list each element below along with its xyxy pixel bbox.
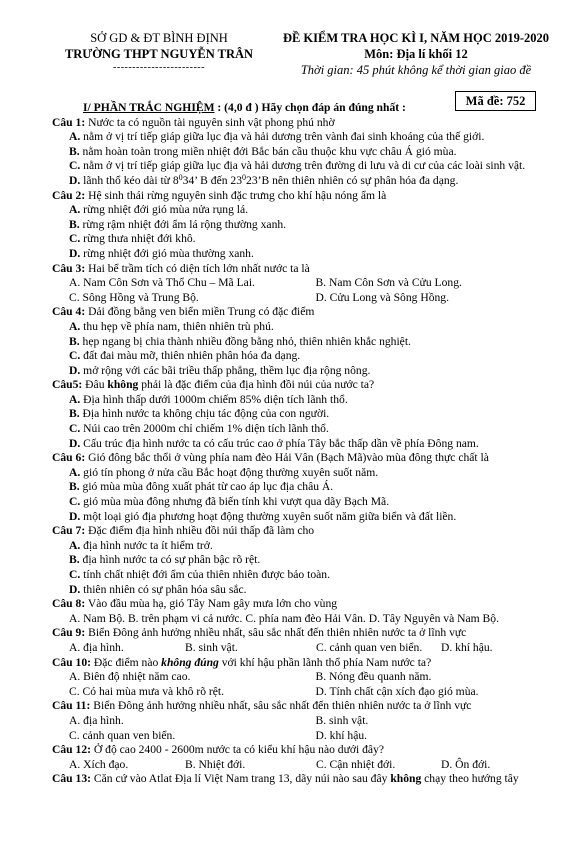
option-text: sinh vật. (326, 713, 369, 727)
question-1 (52, 116, 562, 189)
option-letter: B. (69, 334, 80, 348)
option-letter: C. (69, 684, 80, 698)
option-letter: A. (69, 757, 81, 771)
question-emphasis-italic: không đúng (161, 655, 219, 669)
option-letter: B. (315, 670, 327, 684)
question-text: với khí hậu phần lãnh thổ phía Nam nước ta? (218, 655, 432, 669)
option-text: Xích đạo. (80, 757, 129, 771)
question-stem (52, 262, 562, 277)
question-number: Câu 8: (52, 597, 86, 611)
answer-option (52, 393, 562, 408)
answer-option (52, 247, 562, 262)
answer-option (185, 758, 316, 773)
question-stem (52, 451, 562, 466)
answer-option (441, 758, 561, 773)
answer-option (69, 714, 316, 729)
option-text: Có hai mùa mưa và khô rõ rệt. (79, 684, 225, 698)
answer-row (52, 612, 562, 627)
option-letter: D. (315, 290, 327, 304)
option-letter: C. (69, 290, 80, 304)
exam-subject: Môn: Địa lí khối 12 (364, 47, 468, 61)
option-letter: A. (69, 611, 81, 625)
option-text: đất đai màu mỡ, thiên nhiên phân hóa đa dạng. (80, 349, 301, 363)
option-text: lãnh thổ kéo dài từ 8 (80, 173, 179, 187)
answer-row (52, 714, 562, 729)
option-text: rừng rậm nhiệt đới ẩm lá rộng thường xanh. (79, 217, 287, 231)
option-letter: C. (69, 728, 80, 742)
answer-option (185, 641, 316, 656)
option-text: gió mùa mùa đông nhưng đã biến tính khi vượt qua dãy Bạch Mã. (80, 495, 390, 509)
option-letter: A. (69, 392, 81, 406)
answer-row (52, 276, 562, 291)
option-letter: C. (69, 159, 81, 173)
option-text: Nóng đều quanh năm. (326, 670, 432, 684)
option-text: nằm ở vị trí tiếp giáp giữa lục địa và hải dương trên vành đai sinh khoáng của thế giới. (80, 130, 485, 144)
option-letter: C. (316, 757, 327, 771)
question-text: Gió đông bắc thổi ở vùng phía nam đèo Hải Vân (Bạch Mã)vào mùa đông thực chất là (85, 451, 489, 465)
option-text: Địa hình nước ta không chịu tác động của con người. (79, 407, 330, 421)
question-text: Ở độ cao 2400 - 2600m nước ta có kiểu khí hậu nào dưới đây? (90, 743, 385, 757)
option-text: Địa hình thấp dưới 1000m chiếm 85% diện tích lãnh thổ. (80, 392, 348, 406)
option-letter: B. (69, 217, 80, 231)
option-letter: A. (69, 713, 81, 727)
option-letter: C. (69, 568, 81, 581)
question-number: Câu 1: (52, 115, 86, 129)
option-text: rừng thưa nhiệt đới khô. (80, 232, 196, 246)
option-text: trên phạm vi cả nước. (138, 611, 246, 625)
option-letter: B. (315, 713, 327, 727)
header-left (44, 30, 274, 74)
option-letter: B. (69, 144, 80, 158)
option-text: Tây Nguyên và Nam Bộ. (380, 611, 499, 625)
option-text: gió tín phong ở nửa cầu Bắc hoạt động thường xuyên suốt năm. (80, 465, 379, 479)
answer-option (52, 495, 562, 510)
exam-title: ĐỀ KIỂM TRA HỌC KÌ I, NĂM HỌC 2019-2020 (282, 31, 550, 45)
option-letter: B. (69, 553, 80, 567)
question-emphasis: không (107, 378, 139, 392)
answer-row (52, 758, 562, 773)
answer-row (52, 685, 562, 700)
answer-option (52, 539, 562, 554)
question-2 (52, 189, 562, 262)
option-text: mở rộng với các bãi triều thấp phẳng, thềm lục địa rộng nông. (80, 363, 371, 377)
option-letter: B. (185, 757, 196, 771)
answer-option (441, 641, 561, 656)
option-letter: B. (315, 276, 327, 290)
answer-option (52, 335, 562, 350)
question-text: Đâu (82, 378, 108, 392)
degree-sup: 0 (242, 172, 247, 182)
option-letter: C. (69, 422, 81, 436)
option-letter: D. (441, 757, 453, 771)
option-letter: A. (69, 203, 81, 217)
option-text: nằm ở vị trí tiếp giáp giữa lục địa và hải dương trên đường di lưu và di cư của các loài sinh vật. (80, 159, 526, 173)
question-number: Câu 2: (52, 188, 86, 202)
exam-code-box: Mã đề: 752 (455, 91, 536, 111)
option-text: địa hình. (80, 713, 124, 727)
question-stem (52, 699, 562, 714)
option-text: một loại gió địa phương hoạt động thường xuyên suốt năm giữa biển và đất liền. (80, 509, 457, 523)
answer-option (69, 291, 316, 306)
question-stem (52, 597, 562, 612)
exam-content (52, 101, 562, 787)
question-3 (52, 262, 562, 306)
option-text: Ôn đới. (452, 757, 491, 771)
question-text: Biển Đông ảnh hưởng nhiều nhất, sâu sắc nhất đến thiên nhiên nước ta ở lĩnh vực (90, 699, 472, 713)
answer-option (69, 729, 316, 744)
question-stem (52, 305, 562, 320)
question-13 (52, 772, 562, 787)
option-text: thu hẹp về phía nam, thiên nhiên trù phú. (80, 319, 274, 333)
question-text: Dải đồng bằng ven biển miền Trung có đặc điểm (85, 305, 315, 319)
answer-option (52, 364, 562, 379)
option-text: hẹp ngang bị chia thành nhiều đồng bằng nhỏ, thiên nhiên khắc nghiệt. (79, 334, 411, 348)
answer-option (52, 232, 562, 247)
option-text: Nam Bộ. (80, 611, 128, 625)
option-letter: B. (69, 407, 80, 421)
question-text: Vào đầu mùa hạ, gió Tây Nam gây mưa lớn cho vùng (85, 597, 338, 611)
question-9 (52, 626, 562, 655)
question-stem (52, 656, 562, 671)
answer-option (52, 553, 562, 568)
option-text: địa hình nước ta ít hiểm trở. (80, 538, 213, 552)
option-text: Cửu Long và Sông Hồng. (326, 290, 450, 304)
option-letter: B. (69, 480, 80, 494)
option-text: thiên nhiên có sự phân hóa sâu sắc. (80, 582, 247, 596)
question-text: Hai bể trầm tích có diện tích lớn nhất nước ta là (85, 261, 310, 275)
option-text: sinh vật. (195, 640, 238, 654)
exam-time: Thời gian: 45 phút không kể thời gian giao đề (300, 63, 532, 77)
question-number: Câu 12: (52, 743, 91, 757)
option-letter: A. (69, 465, 81, 479)
answer-option (52, 130, 562, 145)
answer-option (69, 276, 316, 291)
option-letter: C. (316, 640, 327, 654)
answer-row (52, 641, 562, 656)
question-number: Câu5: (52, 378, 83, 392)
option-letter: D. (69, 436, 81, 450)
header-divider: ------------------------ (113, 62, 205, 73)
question-stem (52, 772, 562, 787)
option-letter: B. (185, 640, 196, 654)
answer-option (69, 670, 316, 685)
section-instructions: : (4,0 đ ) Hãy chọn đáp án đúng nhất : (214, 101, 406, 114)
answer-option (52, 203, 562, 218)
question-11 (52, 699, 562, 743)
option-text: cảnh quan ven biển. (326, 640, 423, 654)
option-text: địa hình. (80, 640, 124, 654)
option-letter: A. (69, 538, 81, 552)
answer-option (316, 729, 563, 744)
answer-option (128, 612, 245, 625)
answer-row (52, 291, 562, 306)
option-letter: A. (69, 319, 81, 333)
answer-option (245, 612, 368, 625)
answer-option (52, 480, 562, 495)
question-stem (52, 378, 562, 393)
answer-option (69, 758, 185, 773)
option-letter: C. (245, 611, 256, 625)
option-text: 34’ B đến 23 (182, 173, 243, 187)
answer-option (52, 407, 562, 422)
question-10 (52, 656, 562, 700)
option-letter: D. (69, 173, 81, 187)
answer-option (52, 320, 562, 335)
answer-option (52, 218, 562, 233)
option-letter: D. (368, 611, 381, 625)
question-number: Câu 3: (52, 261, 86, 275)
section-title: I/ PHẦN TRẮC NGHIỆM (83, 101, 215, 114)
option-text: 23’B nên thiên nhiên có sự phân hóa đa dạng. (246, 173, 459, 187)
answer-option (316, 758, 441, 773)
option-text: cảnh quan ven biển. (79, 728, 176, 742)
question-6 (52, 451, 562, 524)
option-text: Biên độ nhiệt năm cao. (80, 670, 191, 684)
question-number: Câu 11: (52, 699, 91, 713)
question-12 (52, 743, 562, 772)
option-text: phía nam đèo Hải Vân. (255, 611, 369, 625)
option-letter: D. (69, 246, 81, 260)
answer-option (316, 714, 563, 729)
option-text: Sông Hồng và Trung Bộ. (79, 290, 199, 304)
question-number: Câu 4: (52, 305, 86, 319)
answer-option (316, 685, 563, 700)
answer-option (369, 612, 499, 625)
answer-option (316, 291, 563, 306)
option-text: Cấu trúc địa hình nước ta có cấu trúc cao ở phía Tây bắc thấp dần về phía Đông nam. (80, 436, 479, 450)
answer-option (52, 466, 562, 481)
option-text: khí hậu. (452, 640, 493, 654)
question-number: Câu 6: (52, 451, 86, 465)
answer-option (316, 276, 563, 291)
answer-row (52, 729, 562, 744)
answer-option (52, 159, 562, 174)
option-letter: A. (69, 130, 81, 144)
question-5 (52, 378, 562, 451)
option-text: gió mùa mùa đông xuất phát từ cao áp lục địa châu Á. (79, 480, 334, 494)
answer-option (69, 685, 316, 700)
question-8 (52, 597, 562, 626)
question-text: Căn cứ vào Atlat Địa lí Việt Nam trang 13, dãy núi nào sau đây (90, 772, 391, 786)
option-text: rừng nhiệt đới gió mùa nửa rụng lá. (80, 203, 249, 217)
answer-option (52, 437, 562, 452)
question-text: Biển Đông ảnh hưởng nhiều nhất, sâu sắc nhất đến thiên nhiên nước ta ở lĩnh vực (85, 626, 467, 640)
answer-option (52, 510, 562, 525)
option-text: Núi cao trên 2000m chỉ chiếm 1% diện tích lãnh thổ. (80, 422, 329, 436)
question-text: phải là đặc điểm của địa hình đồi núi của nước ta? (138, 378, 375, 392)
answer-option (69, 641, 185, 656)
option-text: Cận nhiệt đới. (326, 757, 396, 771)
section-heading (52, 101, 562, 116)
question-text: Đặc điểm nào (90, 655, 162, 669)
department-name: SỞ GD & ĐT BÌNH ĐỊNH (90, 31, 228, 45)
option-text: Nhiệt đới. (195, 757, 246, 771)
answer-option (69, 612, 128, 625)
question-number: Câu 7: (52, 524, 86, 538)
question-stem (52, 524, 562, 539)
answer-option (316, 641, 441, 656)
option-letter: A. (69, 640, 81, 654)
question-number: Câu 9: (52, 626, 86, 640)
option-text: Tính chất cận xích đạo gió mùa. (326, 684, 479, 698)
answer-option (52, 568, 562, 583)
option-text: Nam Côn Sơn và Cửu Long. (326, 276, 462, 290)
option-letter: D. (69, 509, 81, 523)
question-stem (52, 626, 562, 641)
option-letter: D. (315, 684, 327, 698)
option-letter: C. (69, 232, 81, 246)
option-letter: B. (127, 611, 139, 625)
answer-option (52, 583, 562, 598)
question-number: Câu 13: (52, 772, 91, 786)
option-text: tính chất nhiệt đới ẩm của thiên nhiên được bảo toàn. (80, 568, 330, 581)
option-letter: D. (315, 728, 327, 742)
question-emphasis: không (390, 772, 422, 786)
option-letter: A. (69, 670, 81, 684)
question-stem (52, 189, 562, 204)
header-right (262, 30, 570, 78)
answer-option (52, 422, 562, 437)
option-letter: A. (69, 276, 81, 290)
option-letter: C. (69, 495, 81, 509)
answer-option (52, 145, 562, 160)
question-7 (52, 524, 562, 597)
answer-option (316, 670, 563, 685)
answer-option (52, 174, 562, 189)
question-emphasis (161, 656, 219, 669)
option-letter: C. (69, 349, 81, 363)
question-text: Hệ sinh thái rừng nguyên sinh đặc trưng cho khí hậu nóng ẩm là (85, 188, 387, 202)
question-list (52, 116, 562, 787)
option-letter: D. (69, 582, 81, 596)
option-text: Nam Côn Sơn và Thổ Chu – Mã Lai. (80, 276, 255, 290)
answer-row (52, 670, 562, 685)
option-text: nằm hoàn toàn trong miền nhiệt đới Bắc bán cầu thuộc khu vực châu Á gió mùa. (79, 144, 457, 158)
school-name: TRƯỜNG THPT NGUYỄN TRÂN (64, 47, 254, 61)
question-stem (52, 743, 562, 758)
question-number: Câu 10: (52, 655, 91, 669)
option-text: khí hậu. (326, 728, 368, 742)
option-text: rừng nhiệt đới gió mùa thường xanh. (80, 246, 254, 260)
degree-sup: 0 (178, 172, 183, 182)
option-letter: D. (69, 363, 81, 377)
question-stem (52, 116, 562, 131)
option-text: địa hình nước ta có sự phân bậc rõ rệt. (79, 553, 261, 567)
answer-option (52, 349, 562, 364)
question-4 (52, 305, 562, 378)
question-text: chạy theo hướng tây (421, 772, 519, 786)
option-letter: D. (441, 640, 453, 654)
question-text: Nước ta có nguồn tài nguyên sinh vật phong phú nhờ (85, 115, 335, 129)
question-text: Đặc điểm địa hình nhiều đồi núi thấp đã làm cho (85, 524, 315, 538)
